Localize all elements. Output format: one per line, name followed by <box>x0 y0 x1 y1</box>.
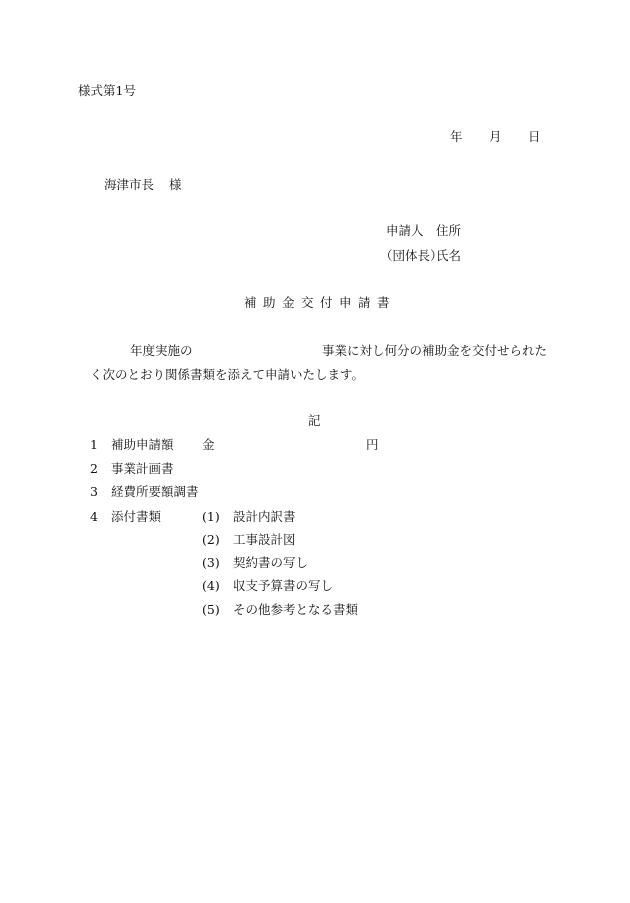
attachment-label: その他参考となる書類 <box>233 602 359 617</box>
amount-prefix: 金 <box>202 437 215 452</box>
attachment-number: (3) <box>202 555 220 570</box>
group-head-label: （団体長） <box>380 248 443 263</box>
address-label: 住所 <box>436 223 462 238</box>
attachment-number: (1) <box>202 509 220 524</box>
addressee-honorific: 様 <box>169 177 182 192</box>
addressee-name: 海津市長 <box>104 177 155 192</box>
attachment-label: 契約書の写し <box>233 555 309 570</box>
item-label-expense-report: 経費所要額調書 <box>111 484 199 499</box>
amount-unit: 円 <box>366 437 379 452</box>
item-number: 2 <box>90 461 98 476</box>
attachment-number: (4) <box>202 578 220 593</box>
item-label-business-plan: 事業計画書 <box>111 461 174 476</box>
item-label-attachments: 添付書類 <box>111 509 162 524</box>
date-month-label: 月 <box>489 129 502 144</box>
attachment-number: (5) <box>202 602 220 617</box>
attachment-label: 設計内訳書 <box>233 509 296 524</box>
item-number: 1 <box>90 437 98 452</box>
body-text-line1-start: 年度実施の <box>130 343 193 358</box>
body-text-line1-end: 事業に対し何分の補助金を交付せられた <box>322 343 548 358</box>
body-text-line2: く次のとおり関係書類を添えて申請いたします。 <box>90 367 365 382</box>
attachment-label: 工事設計図 <box>233 532 296 547</box>
date-year-label: 年 <box>450 129 463 144</box>
attachment-label: 収支予算書の写し <box>233 578 334 593</box>
date-day-label: 日 <box>528 129 541 144</box>
item-number: 3 <box>90 484 98 499</box>
item-label-subsidy-amount: 補助申請額 <box>111 437 174 452</box>
name-label: 氏名 <box>436 248 462 263</box>
item-number: 4 <box>90 509 98 524</box>
attachment-number: (2) <box>202 532 220 547</box>
document-title: 補助金交付申請書 <box>244 295 397 310</box>
form-number: 様式第1号 <box>78 83 136 98</box>
ki-heading: 記 <box>308 413 321 428</box>
applicant-label: 申請人 <box>386 223 424 238</box>
